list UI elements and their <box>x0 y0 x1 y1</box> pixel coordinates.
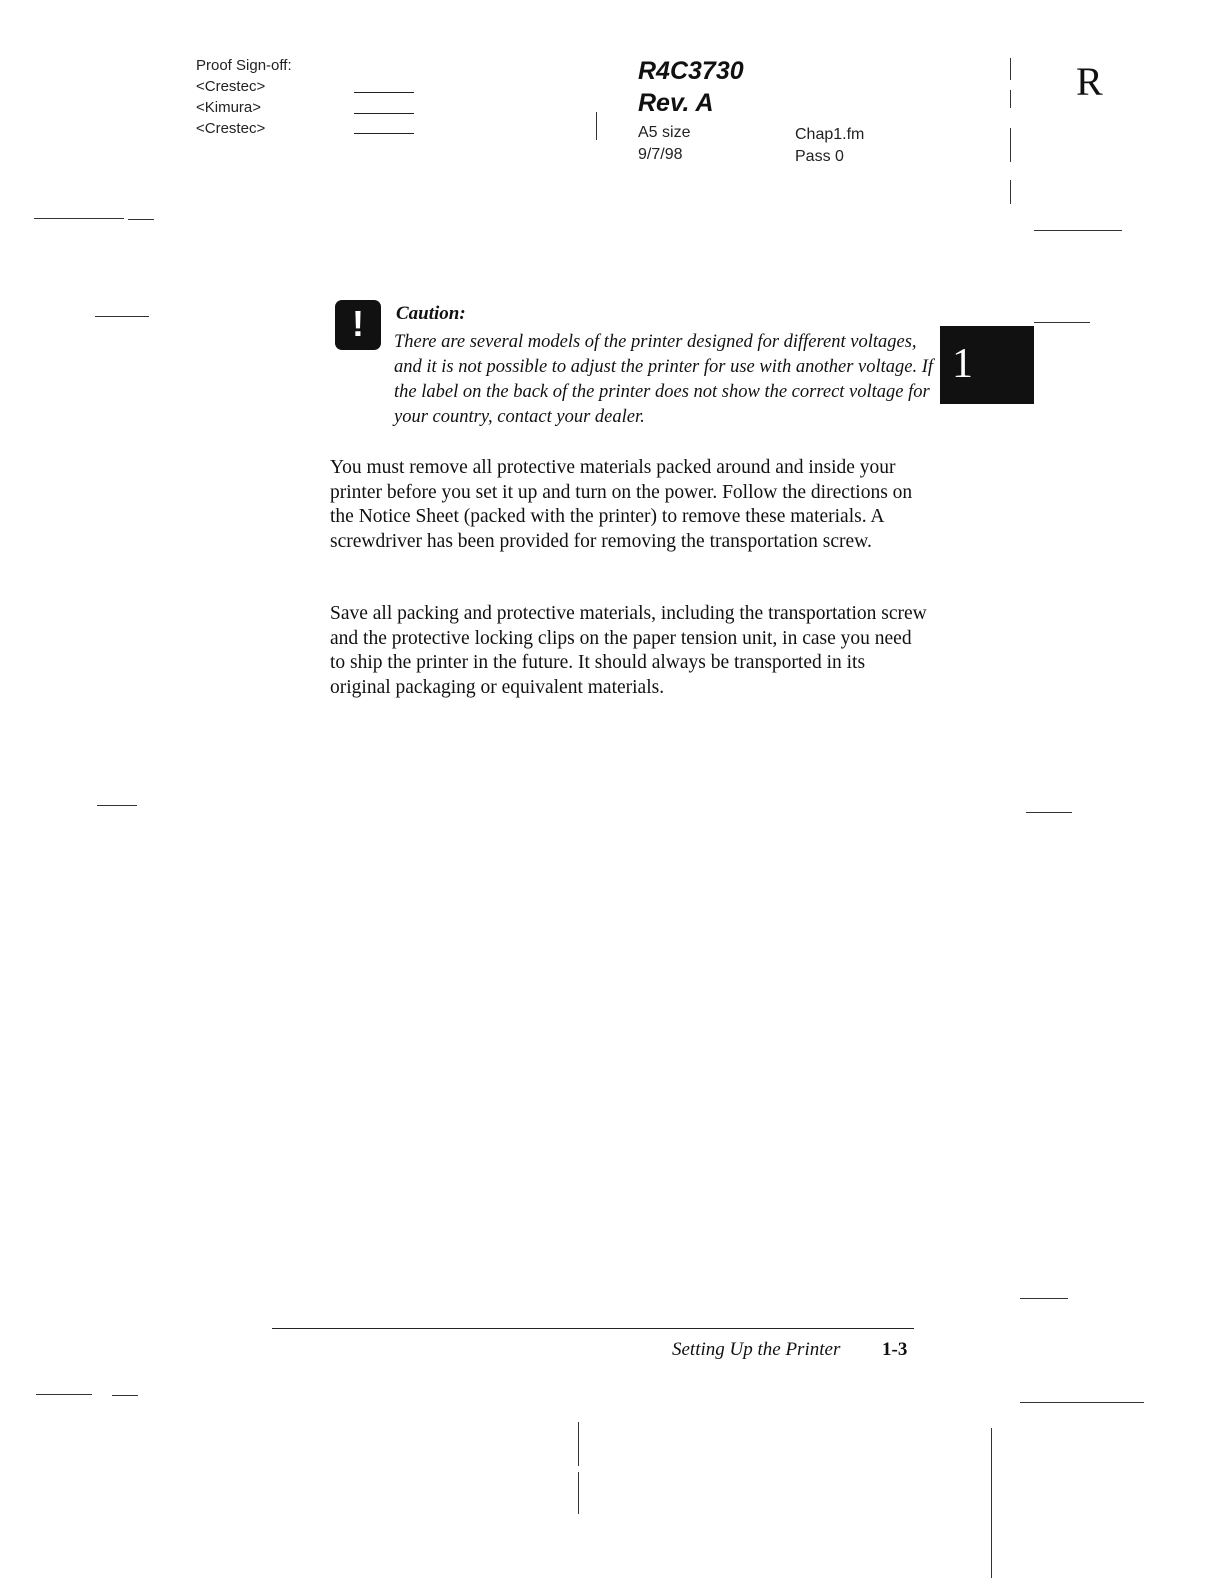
body-paragraph-2: Save all packing and protective materials, including the transportation screw and the protective locking clips on the paper tension unit, in case you need to ship the printer in the future. It should always be transported in its original packaging or equivalent materials. <box>330 603 927 698</box>
crop-mark <box>1010 128 1011 162</box>
footer-page-number: 1-3 <box>882 1339 908 1360</box>
doc-size: A5 size <box>638 124 691 141</box>
chapter-number: 1 <box>952 341 973 387</box>
body-paragraph-1: You must remove all protective materials packed around and inside your printer before you set it up and turn on the power. Follow the directions on the Notice Sheet (packed with the printer) to remove these materials. A screwdriver has been provided for removing the transportation screw. <box>330 457 913 552</box>
crop-mark <box>991 1428 992 1578</box>
corner-mark: R <box>1076 59 1103 104</box>
caution-text: There are several models of the printer designed for different voltages, and it is not possible to adjust the printer for use with another voltage. If the label on the back of the printer does not show the correct voltage for your country, contact your dealer. <box>394 332 934 427</box>
crop-mark <box>95 316 149 317</box>
crop-mark <box>1010 58 1011 80</box>
crop-mark <box>1020 1402 1144 1403</box>
crop-mark <box>112 1395 138 1396</box>
proof-reviewer-2: <Kimura> <box>196 99 262 116</box>
footer-rule <box>272 1328 914 1329</box>
crop-mark <box>1020 1298 1068 1299</box>
doc-file: Chap1.fm <box>795 126 865 143</box>
crop-mark <box>1034 230 1122 231</box>
crop-mark <box>1026 812 1072 813</box>
document-id-block <box>638 55 744 119</box>
crop-mark <box>36 1394 92 1395</box>
doc-pass: Pass 0 <box>795 148 844 165</box>
proof-reviewer-3: <Crestec> <box>196 120 266 137</box>
crop-mark <box>1010 180 1011 204</box>
crop-mark <box>578 1422 579 1466</box>
caution-title: Caution: <box>396 303 466 324</box>
crop-mark <box>596 112 597 140</box>
signature-line-3 <box>354 133 414 134</box>
footer-chapter-title: Setting Up the Printer <box>672 1339 841 1360</box>
signature-line-2 <box>354 113 414 114</box>
document-revision: Rev. A <box>638 89 714 117</box>
crop-mark <box>97 805 137 806</box>
caution-icon: ! <box>335 300 381 350</box>
proof-reviewer-1: <Crestec> <box>196 78 266 95</box>
proof-signoff <box>196 55 292 139</box>
chapter-tab <box>940 326 1034 404</box>
crop-mark <box>1010 90 1011 108</box>
doc-date: 9/7/98 <box>638 146 683 163</box>
crop-mark <box>578 1472 579 1514</box>
crop-mark <box>128 219 154 220</box>
document-id: R4C3730 <box>638 57 744 85</box>
signature-line-1 <box>354 92 414 93</box>
proof-label: Proof Sign-off: <box>196 57 292 74</box>
crop-mark <box>1034 322 1090 323</box>
crop-mark <box>34 218 124 219</box>
